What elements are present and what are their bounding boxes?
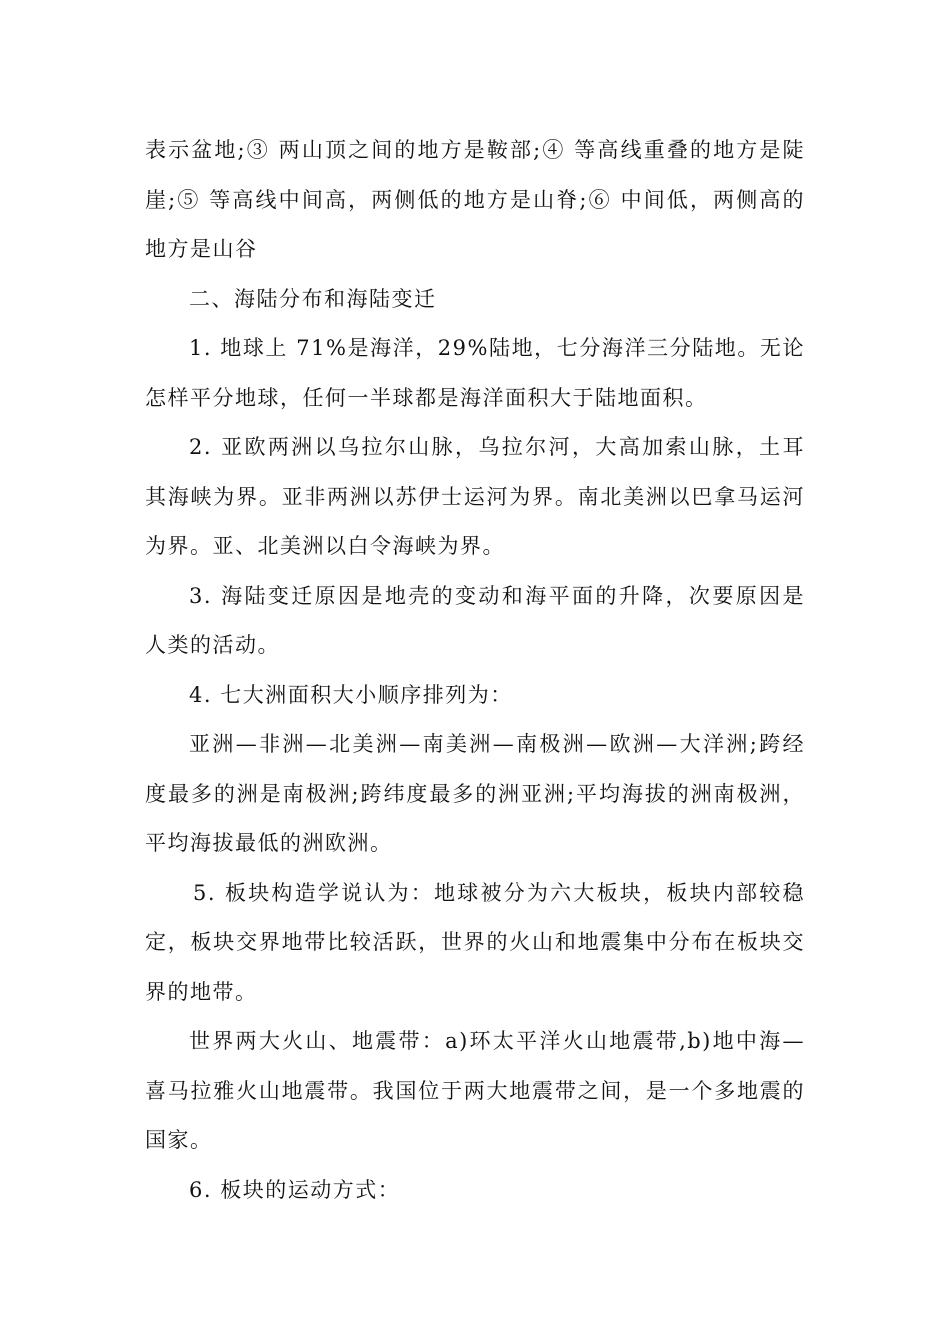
paragraph-item-6: 6. 板块的运动方式： xyxy=(189,1177,401,1202)
paragraph-item-3: 3. 海陆变迁原因是地壳的变动和海平面的升降，次要原因是人类的活动。 xyxy=(145,583,805,657)
document-page xyxy=(145,126,805,1215)
paragraph-continents-order: 亚洲—非洲—北美洲—南美洲—南极洲—欧洲—大洋洲;跨经度最多的洲是南极洲;跨纬度最多的洲亚洲;平均海拔的洲南极洲，平均海拔最低的洲欧洲。 xyxy=(145,732,805,855)
section-heading-land-sea: 二、海陆分布和海陆变迁 xyxy=(189,286,437,311)
paragraph-item-1: 1. 地球上 71%是海洋，29%陆地，七分海洋三分陆地。无论怎样平分地球，任何一半球都是海洋面积大于陆地面积。 xyxy=(145,336,805,410)
paragraph-item-5: 5. 板块构造学说认为：地球被分为六大板块，板块内部较稳定，板块交界地带比较活跃，世界的火山和地震集中分布在板块交界的地带。 xyxy=(145,880,805,1004)
paragraph-item-4: 4. 七大洲面积大小顺序排列为： xyxy=(189,682,513,707)
paragraph-item-2: 2. 亚欧两洲以乌拉尔山脉，乌拉尔河，大高加索山脉，土耳其海峡为界。亚非两洲以苏伊士运河为界。南北美洲以巴拿马运河为界。亚、北美洲以白令海峡为界。 xyxy=(145,435,805,558)
paragraph-contour-features: 表示盆地;③ 两山顶之间的地方是鞍部;④ 等高线重叠的地方是陡崖;⑤ 等高线中间高，两侧低的地方是山脊;⑥ 中间低，两侧高的地方是山谷 xyxy=(145,138,805,261)
paragraph-volcano-belts: 世界两大火山、地震带：a)环太平洋火山地震带,b)地中海—喜马拉雅火山地震带。我国位于两大地震带之间，是一个多地震的国家。 xyxy=(145,1029,805,1152)
